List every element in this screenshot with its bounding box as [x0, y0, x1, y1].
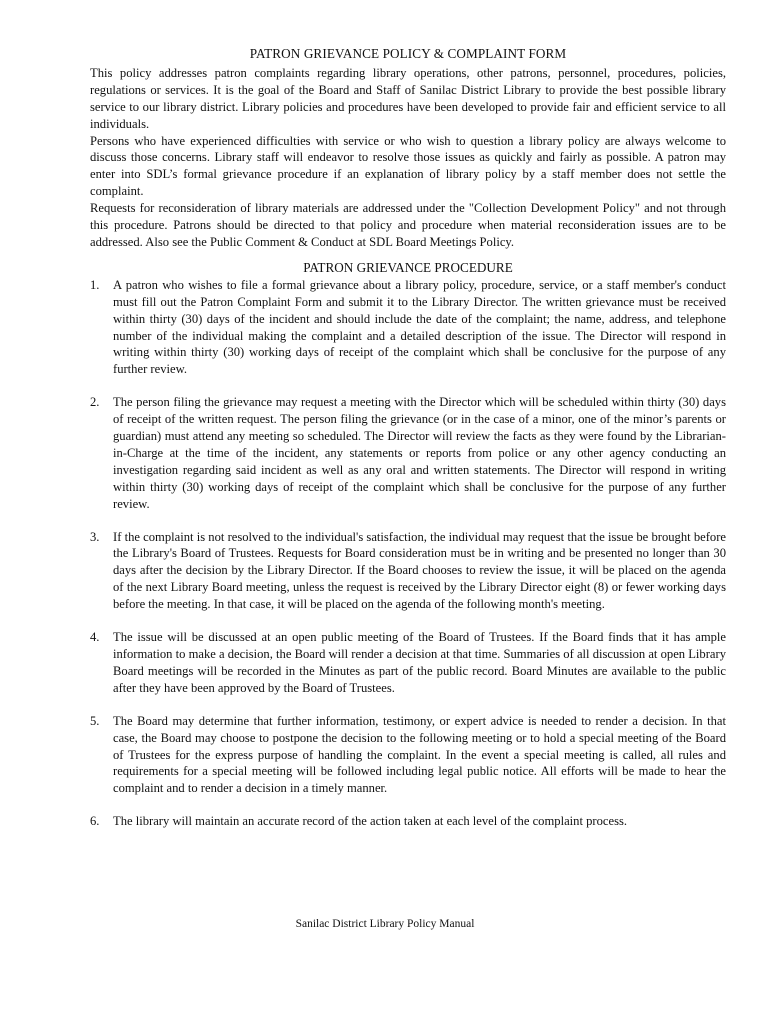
procedure-item	[90, 277, 726, 378]
procedure-item-number: 3.	[90, 529, 100, 544]
procedure-item	[90, 394, 726, 512]
intro-section	[90, 65, 726, 251]
procedure-item-number: 2.	[90, 395, 100, 410]
intro-paragraph: Persons who have experienced difficulties with service or who wish to question a library policy are always welcome to discuss those concerns. Library staff will endeavor to resolve those issues as quickly and fairly as possible. A patron may enter into SDL’s formal grievance procedure if an explanation of library policy by a staff member does not settle the complaint.	[90, 133, 726, 199]
procedure-item-number: 1.	[90, 277, 100, 292]
procedure-item	[90, 529, 726, 614]
procedure-item-text: The issue will be discussed at an open public meeting of the Board of Trustees. If the Board finds that it has ample information to make a decision, the Board will render a decision at that time. Summaries of all discussion at open Library Board meetings will be recorded in the Minutes as part of the public record. Board Minutes are available to the public after they have been approved by the Board of Trustees.	[113, 630, 726, 695]
procedure-item	[90, 813, 726, 830]
procedure-item-text: The Board may determine that further information, testimony, or expert advice is needed to render a decision. In that case, the Board may choose to postpone the decision to the following meeting or to hold a special meeting of the Board of Trustees for the express purpose of handling the complaint. In the event a special meeting is called, all rules and requirements for a special meeting will be followed including legal public notice. All efforts will be made to hear the complaint and to render a decision in a timely manner.	[113, 713, 726, 796]
procedure-item-text: If the complaint is not resolved to the individual's satisfaction, the individual may request that the issue be brought before the Library's Board of Trustees. Requests for Board consideration must be in writing and be presented no longer than 30 days after the decision by the Library Director. If the Board chooses to review the issue, it will be placed on the agenda of the next Library Board meeting, unless the request is received by the Library Director eight (8) or fewer working days before the meeting. In that case, it will be placed on the agenda of the following month's meeting.	[113, 529, 726, 612]
document-page	[90, 46, 726, 830]
procedure-item	[90, 629, 726, 697]
procedure-item-text: The library will maintain an accurate record of the action taken at each level of the complaint process.	[113, 814, 628, 829]
page-footer: Sanilac District Library Policy Manual	[295, 918, 475, 930]
procedure-item-text: The person filing the grievance may request a meeting with the Director which will be scheduled within thirty (30) days of receipt of the written request. The person filing the grievance (or in the case of a minor, one of the minor’s parents or guardian) must attend any meeting so scheduled. The Director will review the facts as they were found by the Librarian-in-Charge at the time of the incident, any statements or reports from police or any other agency conducting an investigation regarding said incident as well as any oral and written statements. The Director will respond in writing within thirty (30) working days of receipt of the complaint which shall be conclusive for the purpose of any further review.	[113, 395, 726, 511]
procedure-item-number: 6.	[90, 814, 100, 829]
procedure-heading: PATRON GRIEVANCE PROCEDURE	[303, 259, 513, 275]
procedure-list	[90, 277, 726, 830]
procedure-item-number: 4.	[90, 630, 100, 645]
document-title: PATRON GRIEVANCE POLICY & COMPLAINT FORM	[249, 46, 567, 61]
procedure-item-text: A patron who wishes to file a formal grievance about a library policy, procedure, service, or a staff member's conduct must fill out the Patron Complaint Form and submit it to the Library Director. The written grievance must be received within thirty (30) days of the incident and should include the date of the complaint; the name, address, and telephone number of the individual making the complaint and a detailed description of the issue. The Director will respond in writing within thirty (30) working days of receipt of the complaint which shall be conclusive for the purpose of any further review.	[113, 277, 726, 377]
intro-paragraph: This policy addresses patron complaints regarding library operations, other patrons, personnel, procedures, policies, regulations or services. It is the goal of the Board and Staff of Sanilac District Library to provide the best possible library service to our library district. Library policies and procedures have been developed to provide fair and efficient service to all individuals.	[90, 65, 726, 131]
procedure-item-number: 5.	[90, 713, 100, 728]
procedure-item	[90, 713, 726, 798]
intro-paragraph: Requests for reconsideration of library materials are addressed under the "Collection Development Policy" and not through this procedure. Patrons should be directed to that policy and procedure when material reconsideration issues are to be addressed. Also see the Public Comment & Conduct at SDL Board Meetings Policy.	[90, 201, 726, 249]
